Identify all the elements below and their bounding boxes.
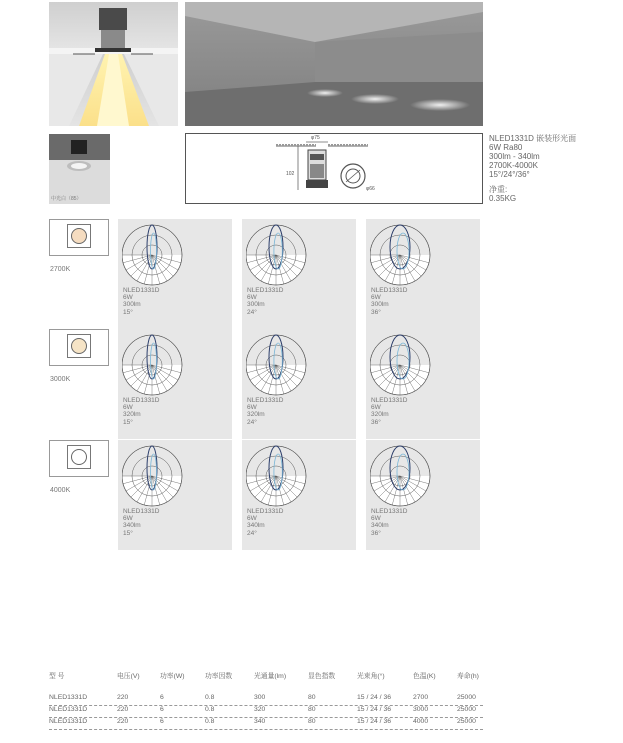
col-pf: 功率因数 xyxy=(205,673,233,680)
cell: 2700 xyxy=(413,694,429,701)
col-life: 寿命(h) xyxy=(457,673,479,680)
cell: 25000 xyxy=(457,706,476,713)
cell: 80 xyxy=(308,694,316,701)
photometric-card xyxy=(366,440,480,550)
cell: 3000 xyxy=(413,706,429,713)
color-dot xyxy=(71,449,87,465)
cell: 4000 xyxy=(413,718,429,725)
cell: 15 / 24 / 36 xyxy=(357,694,392,701)
card-caption: NLED1331D 6W 320lm 24° xyxy=(247,397,284,426)
cell: 0.8 xyxy=(205,706,215,713)
polar-diagram xyxy=(370,221,432,287)
polar-diagram xyxy=(122,331,184,397)
cell: 220 xyxy=(117,718,129,725)
polar-diagram xyxy=(246,331,308,397)
cell: 80 xyxy=(308,706,316,713)
col-power: 功率(W) xyxy=(160,673,185,680)
dimension-drawing xyxy=(185,133,483,204)
table-header xyxy=(49,670,483,694)
cell: 340 xyxy=(254,718,266,725)
spec-weight-value: 0.35KG xyxy=(489,194,517,203)
product-thumbnail xyxy=(49,134,110,204)
table-row xyxy=(49,694,483,706)
card-caption: NLED1331D 6W 340lm 24° xyxy=(247,508,284,537)
card-caption: NLED1331D 6W 300lm 36° xyxy=(371,287,408,316)
cell: 6 xyxy=(160,694,164,701)
room-render-image xyxy=(185,2,483,126)
cell: 0.8 xyxy=(205,718,215,725)
spec-table xyxy=(49,670,483,730)
card-caption: NLED1331D 6W 320lm 36° xyxy=(371,397,408,426)
polar-diagram xyxy=(370,331,432,397)
col-beam: 光束角(°) xyxy=(357,673,385,680)
spec-cct: 2700K-4000K xyxy=(489,161,538,170)
photometric-card xyxy=(118,329,232,439)
col-model: 型 号 xyxy=(49,673,65,680)
spec-block xyxy=(489,134,576,203)
cell: 25000 xyxy=(457,718,476,725)
cct-swatch-4000 xyxy=(49,440,109,477)
cell: 300 xyxy=(254,694,266,701)
polar-diagram xyxy=(122,442,184,508)
card-caption: NLED1331D 6W 340lm 15° xyxy=(123,508,160,537)
table-row xyxy=(49,706,483,718)
cct-swatch-2700 xyxy=(49,219,109,256)
spec-power: 6W Ra80 xyxy=(489,143,523,152)
cell: 15 / 24 / 36 xyxy=(357,706,392,713)
cell: 6 xyxy=(160,706,164,713)
spec-lumen: 300lm - 340lm xyxy=(489,152,540,161)
cct-label-4000: 4000K xyxy=(50,487,71,494)
cell: NLED1331D xyxy=(49,706,88,713)
polar-diagram xyxy=(246,221,308,287)
spec-weight-label: 净重: xyxy=(489,185,508,194)
card-caption: NLED1331D 6W 300lm 15° xyxy=(123,287,160,316)
dim-height: 102 xyxy=(286,171,295,177)
thumbnail-label: 中光白（85） xyxy=(51,196,82,202)
beam-illustration xyxy=(49,2,178,126)
photometric-card xyxy=(242,440,356,550)
spec-model: NLED1331D 嵌装形光面 xyxy=(489,134,577,143)
card-caption: NLED1331D 6W 300lm 24° xyxy=(247,287,284,316)
spec-beam: 15°/24°/36° xyxy=(489,170,530,179)
photometric-card xyxy=(366,329,480,439)
cct-swatch-3000 xyxy=(49,329,109,366)
cell: 0.8 xyxy=(205,694,215,701)
cct-label-3000: 3000K xyxy=(50,376,71,383)
cell: 320 xyxy=(254,706,266,713)
cell: NLED1331D xyxy=(49,694,88,701)
photometric-card xyxy=(242,219,356,329)
photometric-card xyxy=(118,440,232,550)
card-caption: NLED1331D 6W 340lm 36° xyxy=(371,508,408,537)
cell: 220 xyxy=(117,706,129,713)
card-caption: NLED1331D 6W 320lm 15° xyxy=(123,397,160,426)
col-cct: 色温(K) xyxy=(413,673,436,680)
photometric-card xyxy=(118,219,232,329)
col-cri: 显色指数 xyxy=(308,673,336,680)
col-voltage: 电压(V) xyxy=(117,673,140,680)
photometric-card xyxy=(366,219,480,329)
cell: NLED1331D xyxy=(49,718,88,725)
cell: 80 xyxy=(308,718,316,725)
cell: 25000 xyxy=(457,694,476,701)
cell: 220 xyxy=(117,694,129,701)
polar-diagram xyxy=(246,442,308,508)
photometric-card xyxy=(242,329,356,439)
col-lumen: 光通量(lm) xyxy=(254,673,287,680)
dim-hole: φ66 xyxy=(366,186,375,192)
cct-label-2700: 2700K xyxy=(50,266,71,273)
polar-diagram xyxy=(122,221,184,287)
cell: 15 / 24 / 36 xyxy=(357,718,392,725)
polar-diagram xyxy=(370,442,432,508)
color-dot xyxy=(71,228,87,244)
dim-top: φ75 xyxy=(311,135,320,141)
cell: 6 xyxy=(160,718,164,725)
table-row xyxy=(49,718,483,730)
color-dot xyxy=(71,338,87,354)
